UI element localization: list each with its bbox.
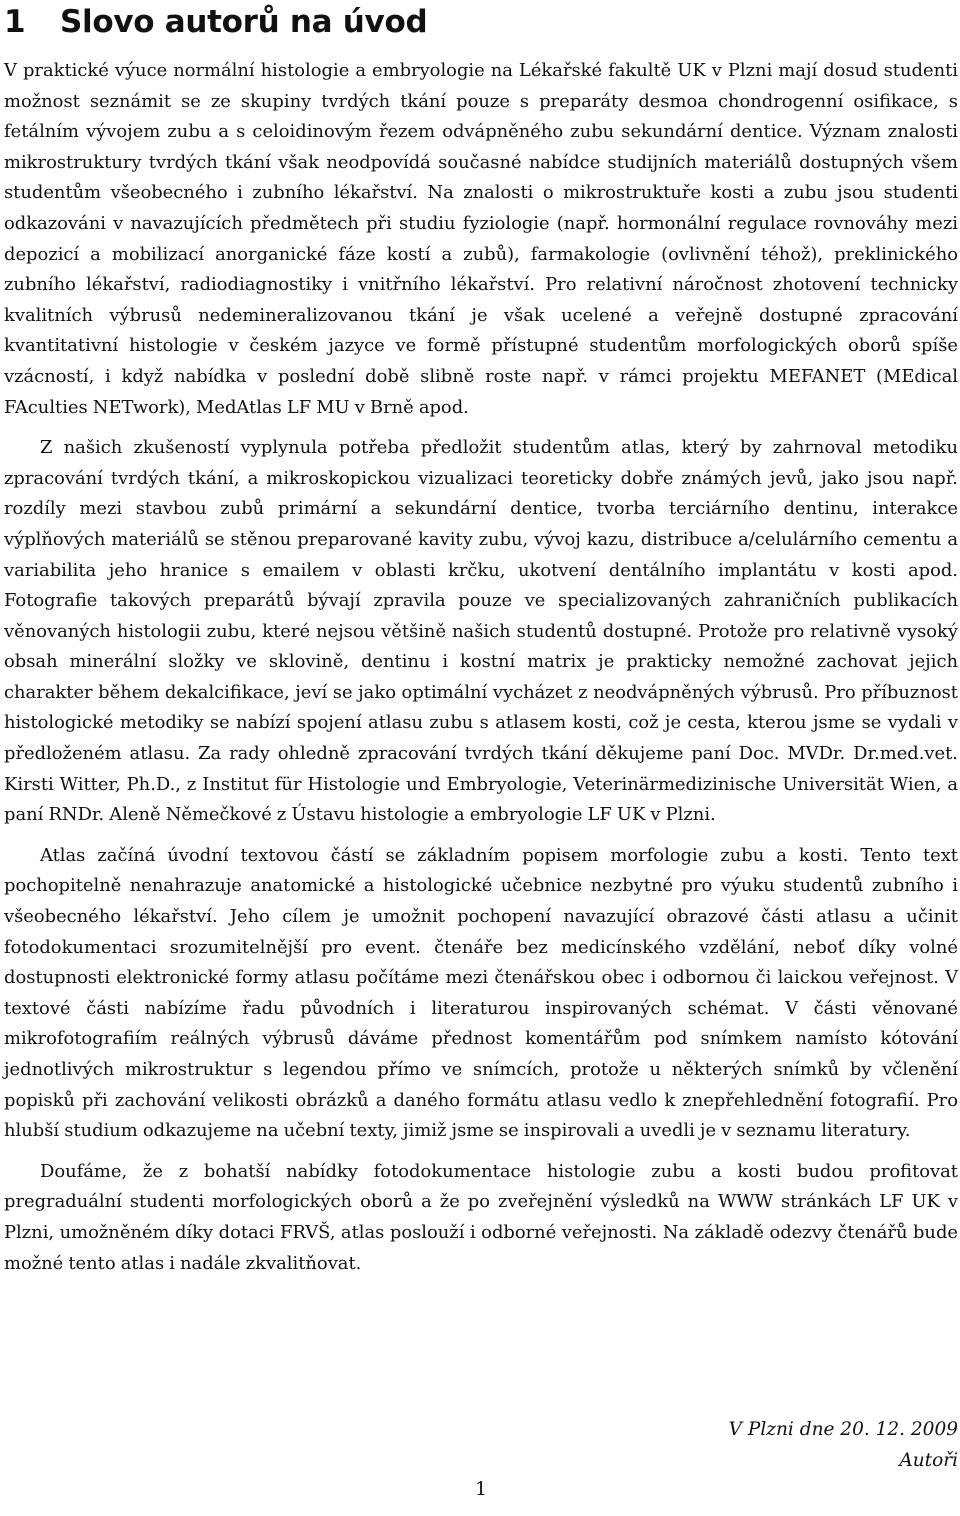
paragraph-2: Z našich zkušeností vyplynula potřeba předložit studentům atlas, který by zahrnoval metodiku zpracování tvrdých tkání, a mikroskopickou vizualizaci teoreticky dobře známých jevů, jako jsou např. rozdíly mezi stavbou zubů primární a sekundární dentice, tvorba terciárního dentinu, interakce výplňových materiálů se stěnou preparované kavity zubu, vývoj kazu, distribuce a/celulárního cementu a variabilita jeho hranice s emailem v oblasti krčku, ukotvení dentálního implantátu v kosti apod. Fotografie takových preparátů bývají zpravila pouze ve specializovaných zahraničních publikacích věnovaných histologii zubu, které nejsou většině našich studentů dostupné. Protože pro relativně vysoký obsah minerální složky ve sklovině, dentinu i kostní matrix je prakticky nemožné zachovat jejich charakter během dekalcifikace, jeví se jako optimální vycházet z neodvápněných výbrusů. Pro příbuznost histologické metodiky se nabízí spojení atlasu zubu s atlasem kosti, což je cesta, kterou jsme se vydali v předloženém atlasu. Za rady ohledně zpracování tvrdých tkání děkujeme paní Doc. MVDr. Dr.med.vet. Kirsti Witter, Ph.D., z Institut für Histologie und Embryologie, Veterinärmedizinische Universität Wien, a paní RNDr. Aleně Němečkové z Ústavu histologie a embryologie LF UK v Plzni. (4, 437, 958, 826)
body-text (4, 56, 958, 1279)
paragraph-1: V praktické výuce normální histologie a embryologie na Lékařské fakultě UK v Plzni mají dosud studenti možnost seznámit se ze skupiny tvrdých tkání pouze s preparáty desmoa chondrogenní osifikace, s fetálním vývojem zubu a s celoidinovým řezem odvápněného zubu sekundární dentice. Význam znalosti mikrostruktury tvrdých tkání však neodpovídá současné nabídce studijních materiálů dostupných všem studentům všeobecného i zubního lékařství. Na znalosti o mikrostruktuře kosti a zubu jsou studenti odkazováni v navazujících předmětech při studiu fyziologie (např. hormonální regulace rovnováhy mezi depozicí a mobilizací anorganické fáze kostí a zubů), farmakologie (ovlivnění téhož), preklinického zubního lékařství, radiodiagnostiky i vnitřního lékařství. Pro relativní náročnost zhotovení technicky kvalitních výbrusů nedemineralizovanou tkání je však ucelené a veřejně dostupné zpracování kvantitativní histologie v českém jazyce ve formě přístupné studentům morfologických oborů spíše vzácností, i když nabídka v poslední době slibně roste např. v rámci projektu MEFANET (MEdical FAculties NETwork), MedAtlas LF MU v Brně apod. (4, 60, 958, 418)
signature-place-date: V Plzni dne 20. 12. 2009 (728, 1419, 958, 1440)
paragraph-3: Atlas začíná úvodní textovou částí se základním popisem morfologie zubu a kosti. Tento text pochopitelně nenahrazuje anatomické a histologické učebnice nezbytné pro výuku studentů zubního i všeobecného lékařství. Jeho cílem je umožnit pochopení navazující obrazové části atlasu a učinit fotodokumentaci srozumitelnější pro event. čtenáře bez medicínského vzdělání, neboť díky volné dostupnosti elektronické formy atlasu počítáme mezi čtenářskou obec i odbornou či laickou veřejnost. V textové části nabízíme řadu původních i literaturou inspirovaných schémat. V části věnované mikrofotografiím reálných výbrusů dáváme přednost komentářům pod snímkem namísto kótování jednotlivých mikrostruktur s legendou přímo ve snímcích, protože u některých snímků by včlenění popisků při zachování velikosti obrázků a daného formátu atlasu vedlo k znepřehlednění fotografií. Pro hlubší studium odkazujeme na učební texty, jimiž jsme se inspirovali a uvedli je v seznamu literatury. (4, 844, 958, 1142)
paragraph-4: Doufáme, že z bohatší nabídky fotodokumentace histologie zubu a kosti budou profitovat pregraduální studenti morfologických oborů a že po zveřejnění výsledků na WWW stránkách LF UK v Plzni, umožněném díky dotaci FRVŠ, atlas poslouží i odborné veřejnosti. Na základě odezvy čtenářů bude možné tento atlas i nadále zkvalitňovat. (4, 1160, 958, 1274)
document-page (4, 0, 958, 1516)
signature-authors: Autoři (899, 1450, 958, 1471)
page-number: 1 (475, 1479, 487, 1500)
section-number: 1 (4, 4, 26, 40)
section-title: Slovo autorů na úvod (60, 4, 428, 40)
section-heading (4, 0, 958, 42)
signature-block (729, 1414, 958, 1476)
